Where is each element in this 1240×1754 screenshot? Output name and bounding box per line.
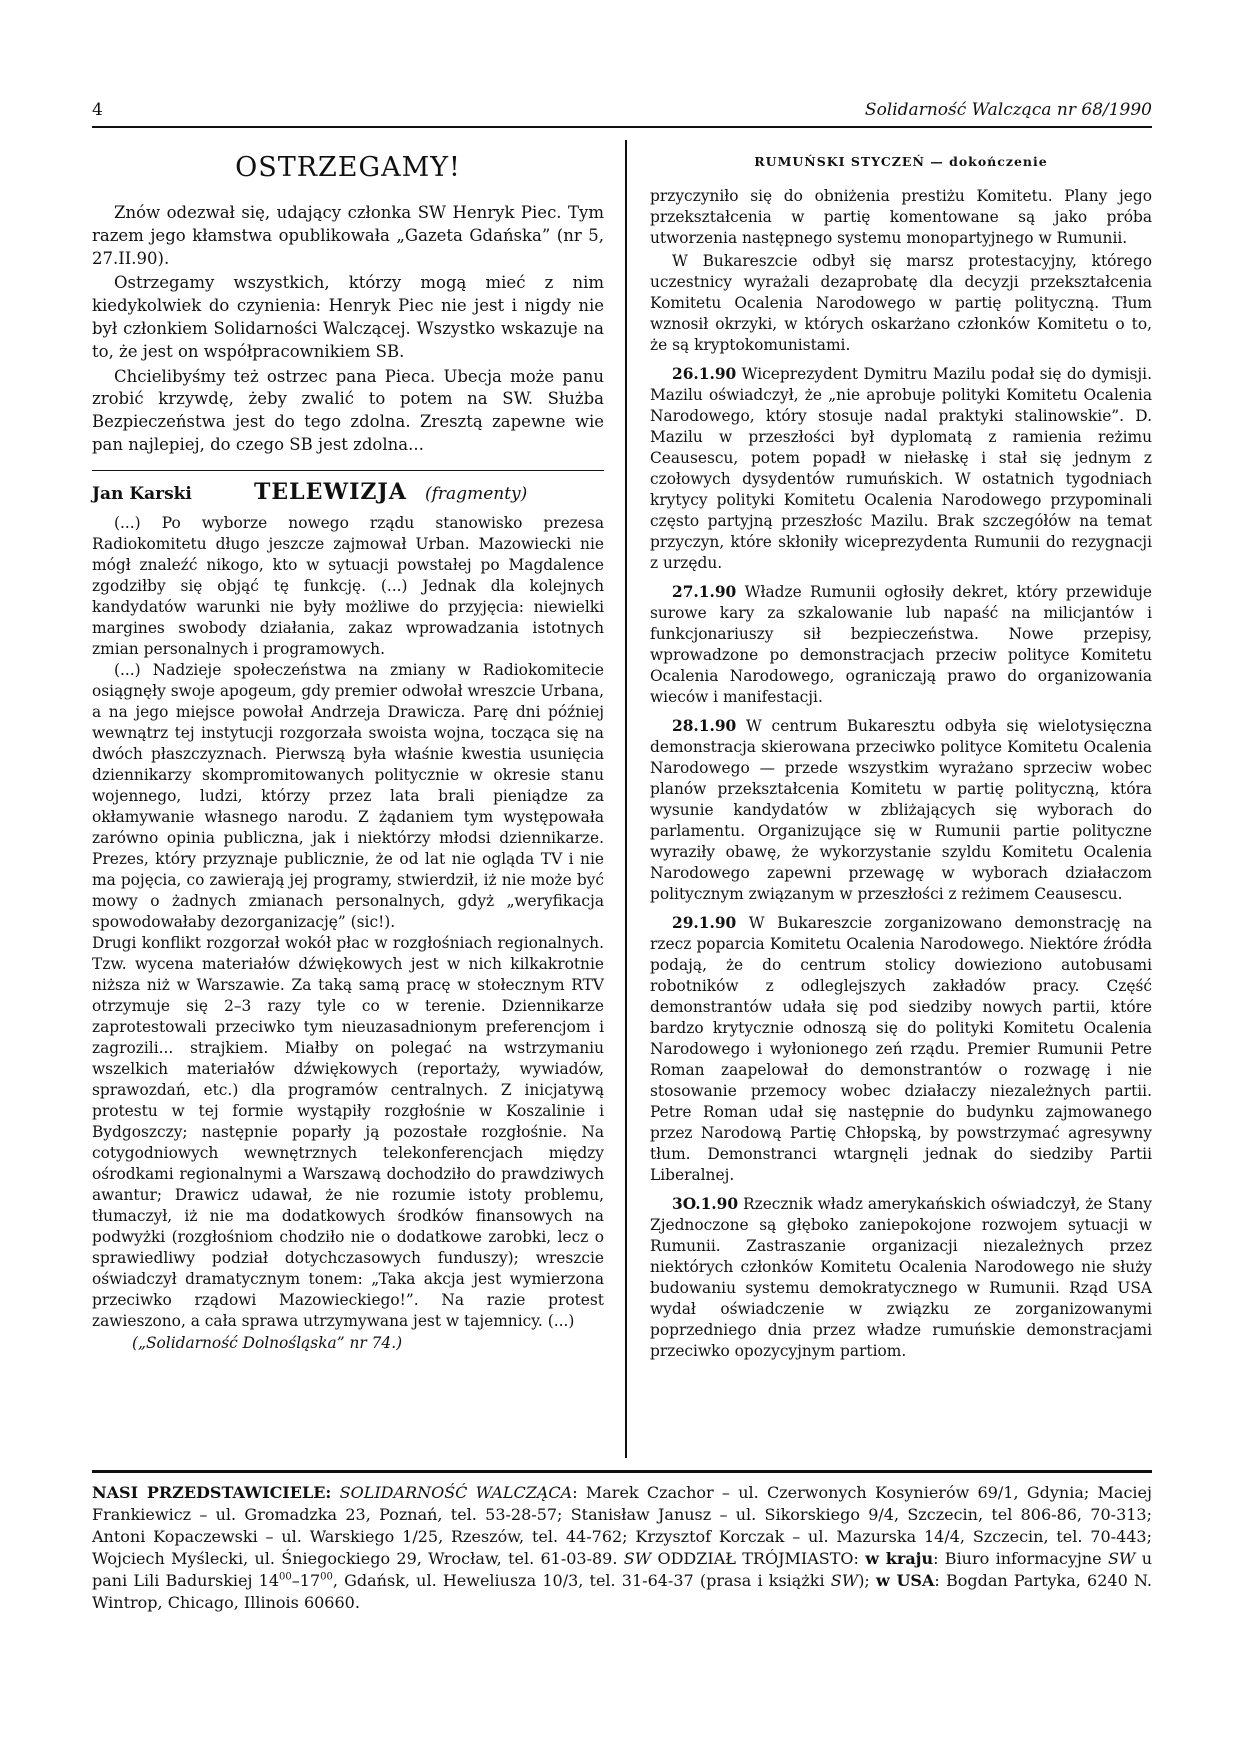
telewizja-paragraph: (...) Po wyborze nowego rządu stanowisko prezesa Radiokomitetu długo jeszcze zajmował Urban. Mazowiecki nie mógł znaleźć nikogo, kto w sytuacji powstałej po Magdalence zgodziłby się objąć tę funkcję. (...) Jednak dla kolejnych kandydatów warunki nie były możliwe do przyjęcia: niewielki margines swobody działania, zakaz wprowadzania istotnych zmian personalnych i programowych. (92, 513, 604, 658)
footer-sw-abbrev: SW (623, 1549, 652, 1568)
entry-date: 29.1.90 (672, 914, 737, 932)
footer-wusa: w USA (876, 1571, 935, 1590)
page-header (92, 100, 1152, 128)
page-number: 4 (92, 100, 103, 120)
footer-sw-abbrev: SW (830, 1571, 859, 1590)
telewizja-paragraph: Drugi konflikt rozgorzał wokół płac w rozgłośniach regionalnych. Tzw. wycena materiałów dźwiękowych jest w nich kilkakrotnie niższa niż w Warszawie. Za taką samą pracę w stołecznym RTV otrzymuje się 2–3 razy tyle co w terenie. Dziennikarze zaprotestowali przeciwko tym nieuzasadnionym preferencjom i zagrozili... strajkiem. Miałby on polegać na wstrzymaniu wszelkich materiałów dźwiękowych (reportaży, wywiadów, sprawozdań, etc.) dla programów centralnych. Z inicjatywą protestu w tej formie wystąpiły rozgłośnie w Koszalinie i Bydgoszczy; następnie poparły ją pozostałe rozgłośnie. Na cotygodniowych wewnętrznych telekonferencjach między ośrodkami regionalnymi a Warszawą dochodziło do prawdziwych awantur; Drawicz udawał, że nie rozumie istoty problemu, tłumaczył, iż nie ma dodatkowych środków finansowych na podwyżki (rozgłośniom chodziło nie o dodatkowe zarobki, lecz o sprawiedliwy podział dotychczasowych funduszy); wreszcie oświadczył dramatycznym tonem: „Taka akcja jest wymierzona przeciwko rządowi Mazowieckiego!”. Na razie protest zawieszono, a cała sprawa utrzymywana jest w tajemnicy. (...) (92, 933, 604, 1330)
right-column (650, 140, 1152, 1362)
rumunski-header: RUMUŃSKI STYCZEŃ — dokończenie (754, 154, 1048, 169)
footer-wkraju: w kraju (865, 1549, 934, 1568)
ostrzegamy-paragraph: Ostrzegamy wszystkich, którzy mogą mieć z nim kiedykolwiek do czynienia: Henryk Piec nie jest i nigdy nie był członkiem Solidarności Walczącej. Wszystko wskazuje na to, że jest on współpracownikiem SB. (92, 273, 604, 361)
ostrzegamy-title: OSTRZEGAMY! (235, 152, 461, 183)
column-divider (625, 140, 627, 1458)
rumunski-intro-paragraph: W Bukareszcie odbył się marsz protestacyjny, którego uczestnicy wyrażali dezaprobatę dla decyzji przekształcenia Komitetu Ocalenia Narodowego w partię polityczną. Tłum wznosił okrzyki, w których oskarżano członków Komitetu o to, że są kryptokomunistami. (650, 252, 1152, 354)
footer-text: ); (858, 1571, 870, 1590)
rumunski-entry (650, 582, 1152, 708)
entry-date: 3O.1.90 (672, 1195, 739, 1213)
telewizja-source: („Solidarność Dolnośląska” nr 74.) (132, 1333, 403, 1352)
entry-text: W Bukareszcie zorganizowano demonstrację na rzecz poparcia Komitetu Ocalenia Narodowego. Niektóre źródła podają, że do centrum stolicy dowieziono autobusami robotników z odleglejszych zakładów pracy. Część demonstrantów udała się pod siedziby nowych partii, które bardzo krytycznie odnoszą się do polityki Komitetu Ocalenia Narodowego i wyłonionego zeń rządu. Premier Rumunii Petre Roman zaapelował do demonstrantów o rozwagę i nie stosowanie przemocy wobec działaczy niezależnych partii. Petre Roman udał się następnie do budynku zajmowanego przez Narodową Partię Chłopską, by powstrzymać agresywny tłum. Demonstranci wtargnęli jednak do siedziby Partii Liberalnej. (650, 914, 1152, 1184)
page (92, 92, 1152, 1712)
telewizja-author: Jan Karski (92, 483, 192, 504)
footer-text: : Marek Czachor – ul. Czerwonych Kosynierów 69/1, Gdynia; Maciej Frankiewicz – ul. Gromadzka 23, Poznań, tel. 53-28-57; Stanisław Janusz – ul. Sikorskiego 9/4, Szczecin, tel 806-86, 70-313; Antoni Kopaczewski – ul. Warskiego 1/25, Rzeszów, tel. 44-762; Krzysztof Korczak – ul. Mazurska 14/4, Szczecin, tel. 70-443; Wojciech Myślecki, ul. Śniegockiego 29, Wrocław, tel. 61-03-89. (92, 1483, 1152, 1568)
footer-sup: 00 (320, 1571, 333, 1583)
entry-text: W centrum Bukaresztu odbyła się wielotysięczna demonstracja skierowana przeciwko polityce Komitetu Ocalenia Narodowego — przede wszystkim wyrażano sprzeciw wobec planów przekształcenia Komitetu w partię polityczną, która wysunie kandydatów w zbliżających się wyborach do parlamentu. Organizujące się w Rumunii partie polityczne wyraziły obawę, że wykorzystanie szyldu Komitetu Ocalenia Narodowego zapewni przewagę w wyborach działaczom politycznym związanym w przeszłości z reżimem Ceausescu. (650, 717, 1152, 903)
telewizja-subtitle: (fragmenty) (425, 483, 528, 504)
telewizja-article (92, 513, 604, 1352)
footer-odzial: ODDZIAŁ TRÓJMIASTO: (657, 1549, 859, 1568)
footer-label: NASI PRZEDSTAWICIELE: (92, 1483, 332, 1502)
entry-date: 26.1.90 (672, 365, 737, 383)
rumunski-entry (650, 364, 1152, 574)
rumunski-entry (650, 913, 1152, 1186)
ostrzegamy-article (92, 202, 604, 457)
footer-sw-abbrev: SW (1107, 1549, 1136, 1568)
telewizja-title: TELEWIZJA (254, 478, 407, 505)
footer-sw-name: SOLIDARNOŚĆ WALCZĄCA (339, 1483, 573, 1502)
footer-text: u pani Lili Badurskiej 14 (92, 1549, 1152, 1590)
entry-date: 27.1.90 (672, 583, 737, 601)
entry-text: Wiceprezydent Dymitru Mazilu podał się do dymisji. Mazilu oświadczył, że „nie aprobuje polityki Komitetu Ocalenia Narodowego, który stosuje nadal praktyki stalinowskie”. D. Mazilu w przeszłości był dyplomatą z ramienia reżimu Ceausescu, potem popadł w niełaskę i stał się jednym z czołowych dysydentów rumuńskich. W ostatnich tygodniach krytycy polityki Komitetu Ocalenia Narodowego przypominali często partyjną przeszłośc Mazilu. Brak szczegółów na temat przyczyn, które skłoniły wiceprezydenta Rumunii do rezygnacji z urzędu. (650, 365, 1152, 572)
left-column (92, 140, 604, 1352)
entry-text: Rzecznik władz amerykańskich oświadczył, że Stany Zjednoczone są głęboko zaniepokojone rozwojem sytuacji w Rumunii. Zastraszanie organizacji niezależnych przez niektórych członków Komitetu Ocalenia Narodowego nie służy budowaniu systemu demokratycznego w Rumunii. Rząd USA wydał oświadczenie w związku ze zorganizowanymi poprzedniego dnia przez władze rumuńskie demonstracjami przeciwko opozycyjnym partiom. (650, 1195, 1152, 1360)
rumunski-intro-paragraph: przyczyniło się do obniżenia prestiżu Komitetu. Plany jego przekształcenia w partię komentowane są jako próba utworzenia następnego systemu monopartyjnego w Rumunii. (650, 187, 1152, 247)
rumunski-article (650, 186, 1152, 1362)
representatives-footer (92, 1482, 1152, 1614)
footer-sup: 00 (279, 1571, 292, 1583)
ostrzegamy-paragraph: Chcielibyśmy też ostrzec pana Pieca. Ubecja może panu zrobić krzywdę, żeby zwalić to potem na SW. Służba Bezpieczeństwa jest do tego zdolna. Zresztą zapewne wie pan najlepiej, do czego SB jest zdolna... (92, 366, 604, 454)
entry-date: 28.1.90 (672, 717, 737, 735)
footer-text: : Biuro informacyjne (933, 1549, 1102, 1568)
footer-text: –17 (291, 1571, 321, 1590)
telewizja-paragraph: (...) Nadzieje społeczeństwa na zmiany w Radiokomitecie osiągnęły swoje apogeum, gdy premier odwołał wreszcie Urbana, a na jego miejsce powołał Andrzeja Drawicza. Parę dni później wewnątrz tej instytucji rozgorzała swoista wojna, tocząca się na dwóch płaszczyznach. Pierwszą była właśnie kwestia usunięcia dziennikarzy skompromitowanych politycznie w okresie stanu wojennego, ludzi, którzy przez lata brali pieniądze za okłamywanie własnego narodu. Z żądaniem tym występowała zarówno opinia publiczna, jak i niektórzy młodsi dziennikarze. Prezes, który przyznaje publicznie, że od lat nie ogląda TV i nie ma pojęcia, co zawierają jej programy, stwierdził, iż nie może być mowy o żadnych zmianach personalnych, gdyż „weryfikacja spowodowałaby dezorganizację” (sic!). (92, 660, 604, 931)
rumunski-entry (650, 1194, 1152, 1362)
entry-text: Władze Rumunii ogłosiły dekret, który przewiduje surowe kary za szkalowanie lub napaść na milicjantów i funkcjonariuszy sił bezpieczeństwa. Nowe przepisy, wprowadzone po demonstracjach przeciw polityce Komitetu Ocalenia Narodowego, ograniczają prawo do organizowania wieców i manifestacji. (650, 583, 1152, 706)
telewizja-heading (92, 479, 604, 509)
footer-divider (92, 1470, 1152, 1473)
rumunski-entry (650, 716, 1152, 905)
ostrzegamy-paragraph: Znów odezwał się, udający członka SW Henryk Piec. Tym razem jego kłamstwa opublikowała „Gazeta Gdańska” (nr 5, 27.II.90). (92, 203, 604, 268)
footer-text: : Bogdan Partyka, 6240 N. Wintrop, Chicago, Illinois 60660. (92, 1571, 1153, 1612)
publication-title: Solidarność Walcząca nr 68/1990 (864, 100, 1152, 120)
section-divider (92, 470, 604, 471)
footer-text: , Gdańsk, ul. Heweliusza 10/3, tel. 31-64-37 (prasa i książki (332, 1571, 825, 1590)
